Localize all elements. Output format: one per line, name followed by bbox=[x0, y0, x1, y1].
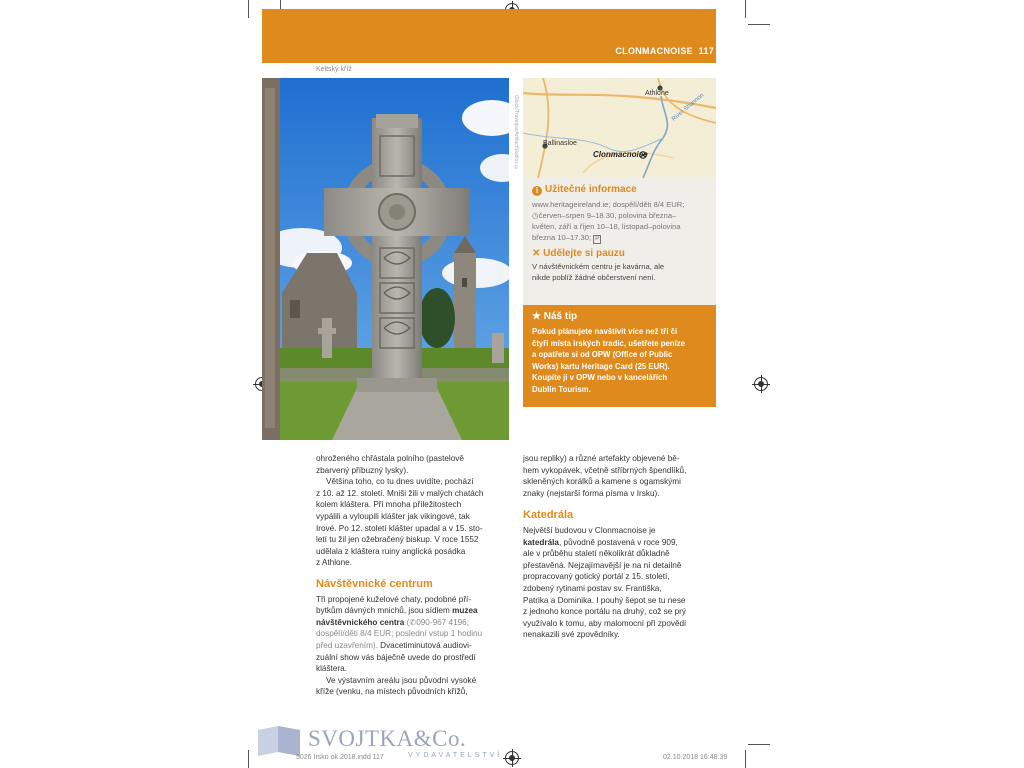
text-column-left bbox=[316, 453, 516, 698]
text-line: ale v průběhu staletí několikrát důkladně bbox=[523, 549, 670, 559]
map-label-athlone: Athlone bbox=[645, 90, 669, 97]
text-line: nenakazili své zpovědníky. bbox=[523, 630, 620, 640]
tip-line: Dublin Tourism. bbox=[532, 384, 591, 394]
photo-credit: iStock/Travelpix/ArtifactStudios © bbox=[513, 95, 519, 172]
text-line: kolem kláštera. Při mnoha příležitostech bbox=[316, 500, 462, 510]
text-line: přestavěná. Nejzajímavější je na ní detailně bbox=[523, 560, 682, 570]
crop-mark bbox=[248, 0, 249, 18]
text-line: Tři propojené kuželové chaty, podobné pří- bbox=[316, 594, 472, 604]
map-label-clonmacnoise: Clonmacnoise bbox=[593, 150, 648, 159]
info-title-row bbox=[532, 184, 712, 196]
logo-subtitle: VYDAVATELSTVÍ bbox=[408, 752, 503, 759]
phone-icon: ✆ bbox=[409, 617, 417, 627]
tip-line: Pokud plánujete navštívit více než tři či bbox=[532, 327, 678, 336]
text-line: Dvacetiminutová audiovi- bbox=[380, 640, 472, 650]
print-slug-file: 5026 Irsko ok 2018.indd 117 bbox=[296, 754, 384, 761]
logo-text: SVOJTKA&Co. bbox=[308, 726, 467, 751]
text-line: z Athlone. bbox=[316, 558, 352, 568]
paragraph bbox=[523, 453, 723, 499]
star-icon: ★ bbox=[532, 311, 541, 322]
info-hours-3: března 10–17.30; bbox=[532, 233, 592, 242]
crop-mark bbox=[748, 24, 770, 25]
running-head-title: CLONMACNOISE bbox=[615, 46, 693, 56]
tip-line: a opatřete si od OPW (Office of Public bbox=[532, 350, 673, 360]
pause-line-1: V návštěvnickém centru je kavárna, ale bbox=[532, 262, 665, 271]
text-line: Irové. Po 12. století klášter upadal a v 15. sto- bbox=[316, 523, 483, 533]
text-line: bytkům dávných mnichů, jsou sídlem bbox=[316, 606, 450, 616]
registration-mark-icon bbox=[505, 751, 519, 765]
tip-line: Works) kartu Heritage Card (25 EUR). bbox=[532, 361, 670, 371]
clock-icon: ◷ bbox=[532, 211, 539, 220]
text-line: Ve výstavním areálu jsou původní vysoké bbox=[326, 675, 477, 685]
info-hours-2: květen, září a říjen 10–18, listopad–polovina bbox=[532, 222, 681, 231]
tip-title-row bbox=[532, 311, 712, 322]
phone-number: 090-967 4196; bbox=[416, 617, 469, 627]
text-line: Největší budovou v Clonmacnoise je bbox=[523, 525, 656, 535]
text-line: znaky (nejstarší forma písma v Irsku). bbox=[523, 488, 660, 498]
map-label-ballinasloe: Ballinasloe bbox=[543, 140, 577, 147]
text-line: skleněných korálků a kamene s ogamskými bbox=[523, 477, 681, 487]
book-logo-icon bbox=[258, 726, 300, 756]
text-line: udělala z kláštera ruiny anglická posádka bbox=[316, 546, 466, 556]
crop-mark bbox=[248, 750, 249, 768]
info-icon: i bbox=[532, 186, 542, 196]
cutlery-icon: ✕ bbox=[532, 248, 541, 259]
text-column-right bbox=[523, 453, 723, 641]
parking-icon: P bbox=[595, 236, 600, 242]
page-number: 117 bbox=[698, 46, 714, 56]
running-head bbox=[615, 46, 714, 56]
text-line: z 10. až 12. století. Mniši žili v malých chatách bbox=[316, 488, 484, 498]
text-line: jsou repliky) a různé artefakty objevené bě- bbox=[523, 454, 680, 463]
text-line: letí tu žil jen ožebračený biskup. V roce 1552 bbox=[316, 535, 479, 545]
pause-title: Udělejte si pauzu bbox=[543, 248, 625, 259]
location-map bbox=[523, 78, 716, 178]
bold-term: muzea bbox=[452, 606, 478, 616]
heading-visitor-centre: Návštěvnické centrum bbox=[316, 577, 433, 590]
text-line: Patrika a Dominika. I pouhý šepot se tu nese bbox=[523, 595, 686, 605]
paragraph bbox=[316, 476, 516, 569]
bold-term: návštěvnického centra bbox=[316, 617, 405, 627]
paragraph bbox=[316, 675, 516, 698]
text-line: ohroženého chřástala polního (pastelově bbox=[316, 454, 464, 463]
text-line: zdobený rytinami postav sv. Františka, bbox=[523, 583, 662, 593]
registration-mark-icon bbox=[754, 377, 768, 391]
text-line: hem vykopávek, včetně stříbrných špendlíků, bbox=[523, 465, 687, 475]
photo-caption: Keltský kříž bbox=[316, 66, 352, 73]
tip-line: čtyři místa irských tradic, ušetřete peníze bbox=[532, 338, 685, 348]
map-illustration bbox=[523, 78, 716, 178]
text-line: z jednoho konce portálu na druhý, což se prý bbox=[523, 607, 686, 617]
text-line: dospělí/děti 8/4 EUR; poslední vstup 1 hodinu bbox=[316, 629, 483, 639]
tip-box bbox=[523, 305, 716, 407]
text-line: před uzavřením). bbox=[316, 640, 378, 650]
text-line: zuální show vás báječně uvede do prostředí bbox=[316, 652, 476, 662]
celtic-cross-illustration bbox=[262, 78, 509, 440]
info-web: www.heritageireland.ie; dospělí/děti 8/4 EUR; bbox=[532, 200, 685, 209]
crop-mark bbox=[745, 750, 746, 768]
text-line: , původně postavená v roce 909, bbox=[558, 537, 678, 547]
paragraph bbox=[523, 525, 723, 641]
crop-mark bbox=[748, 744, 770, 745]
paragraph bbox=[316, 453, 516, 476]
text-line: využívalo k tomu, aby malomocní při zpovědi bbox=[523, 618, 686, 628]
print-slug-date: 02.10.2018 16:48:39 bbox=[663, 754, 728, 761]
celtic-cross-photo bbox=[262, 78, 509, 440]
text-line: kláštera. bbox=[316, 664, 347, 674]
info-hours-1: červen–srpen 9–18.30, polovina března– bbox=[538, 211, 677, 220]
heading-cathedral: Katedrála bbox=[523, 509, 574, 522]
info-box bbox=[523, 178, 716, 305]
tip-line: Koupíte ji v OPW nebo v kancelářích bbox=[532, 373, 668, 383]
bold-term: katedrála bbox=[523, 537, 559, 547]
paragraph: Tři propojené kuželové chaty, podobné pří- bytkům dávných mnichů, jsou sídlem muzea návštěvnického centra (✆090-967 4196; dospělí/děti 8/4 EUR; poslední vstup 1 hodinu před uzavřením). Dvacetiminutová audiovi- zuální show vás báječně uvede do prostředí kláštera. bbox=[316, 594, 483, 674]
info-title: Užitečné informace bbox=[545, 184, 637, 195]
pause-title-row bbox=[532, 248, 712, 259]
text-line: Většina toho, co tu dnes uvidíte, pochází bbox=[326, 477, 474, 487]
pause-line-2: nikde poblíž žádné občerstvení není. bbox=[532, 273, 656, 282]
text-line: propracovaný gotický portál z 15. století, bbox=[523, 572, 670, 582]
text-line: zbarvený příbuzný lysky). bbox=[316, 465, 409, 475]
crop-mark bbox=[745, 0, 746, 18]
tip-title: Náš tip bbox=[543, 311, 578, 322]
text-line: vypálili a vyloupili klášter jak vikingové, tak bbox=[316, 511, 470, 521]
text-line: kříže (venku, na místech původních křížů, bbox=[316, 687, 468, 697]
map-label-river: River Shannon bbox=[671, 92, 706, 123]
